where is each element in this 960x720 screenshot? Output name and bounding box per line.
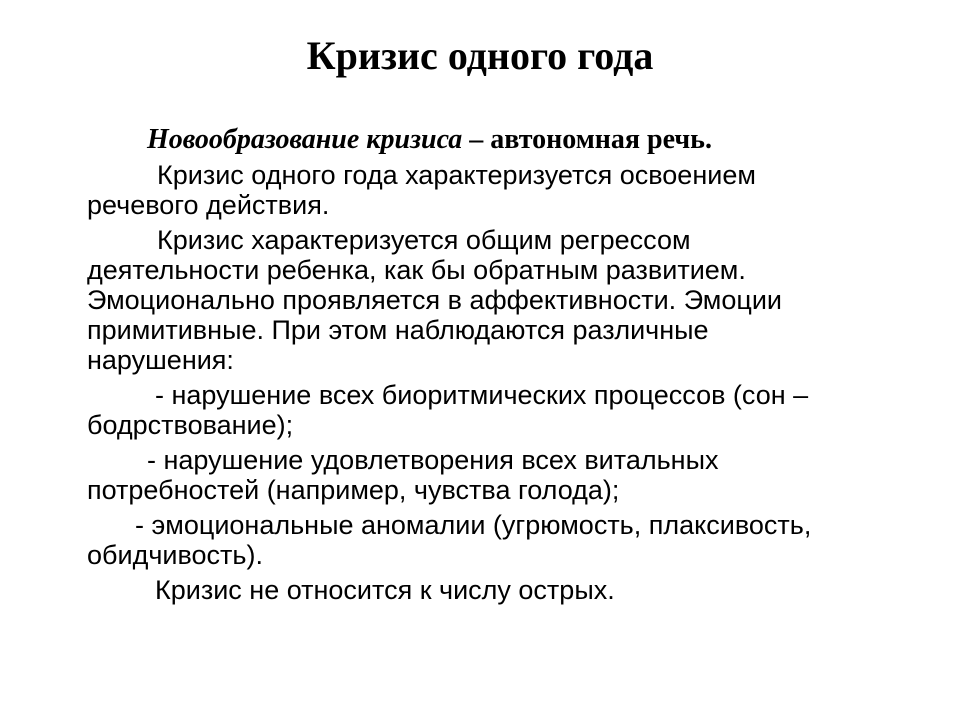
heading-bold: автономная речь xyxy=(490,124,705,155)
paragraph-line: Кризис не относится к числу острых. xyxy=(155,575,615,605)
paragraph-line: - нарушение всех биоритмических процессов (сон – xyxy=(155,380,809,410)
paragraph-line: потребностей (например, чувства голода); xyxy=(87,475,620,505)
paragraph-line: - нарушение удовлетворения всех витальных xyxy=(147,445,719,475)
paragraph-line: бодрствование); xyxy=(87,410,294,440)
heading-dash: – xyxy=(462,124,491,155)
paragraph-line: Кризис характеризуется общим регрессом xyxy=(157,225,691,255)
paragraph-line: деятельности ребенка, как бы обратным развитием. xyxy=(87,255,746,285)
paragraph-line: обидчивость). xyxy=(87,540,263,570)
list-item-biorhythm xyxy=(87,380,887,440)
heading-end: . xyxy=(704,124,712,155)
list-item-emotional xyxy=(87,510,887,570)
paragraph-regress xyxy=(87,225,887,375)
slide-body xyxy=(87,125,887,610)
list-item-vital-needs xyxy=(87,445,887,505)
paragraph-line: Эмоционально проявляется в аффективности. Эмоции xyxy=(87,285,782,315)
heading-line xyxy=(87,125,887,155)
paragraph-line: примитивные. При этом наблюдаются различные xyxy=(87,315,709,345)
paragraph-line: Кризис одного года характеризуется освоением xyxy=(157,160,756,190)
paragraph-line: речевого действия. xyxy=(87,190,330,220)
paragraph-line: нарушения: xyxy=(87,345,234,375)
paragraph-line: - эмоциональные аномалии (угрюмость, плаксивость, xyxy=(135,510,812,540)
paragraph-conclusion xyxy=(87,575,887,605)
paragraph-speech xyxy=(87,160,887,220)
heading-italic: Новообразование кризиса xyxy=(147,124,463,155)
slide-title: Кризис одного года xyxy=(306,33,654,78)
